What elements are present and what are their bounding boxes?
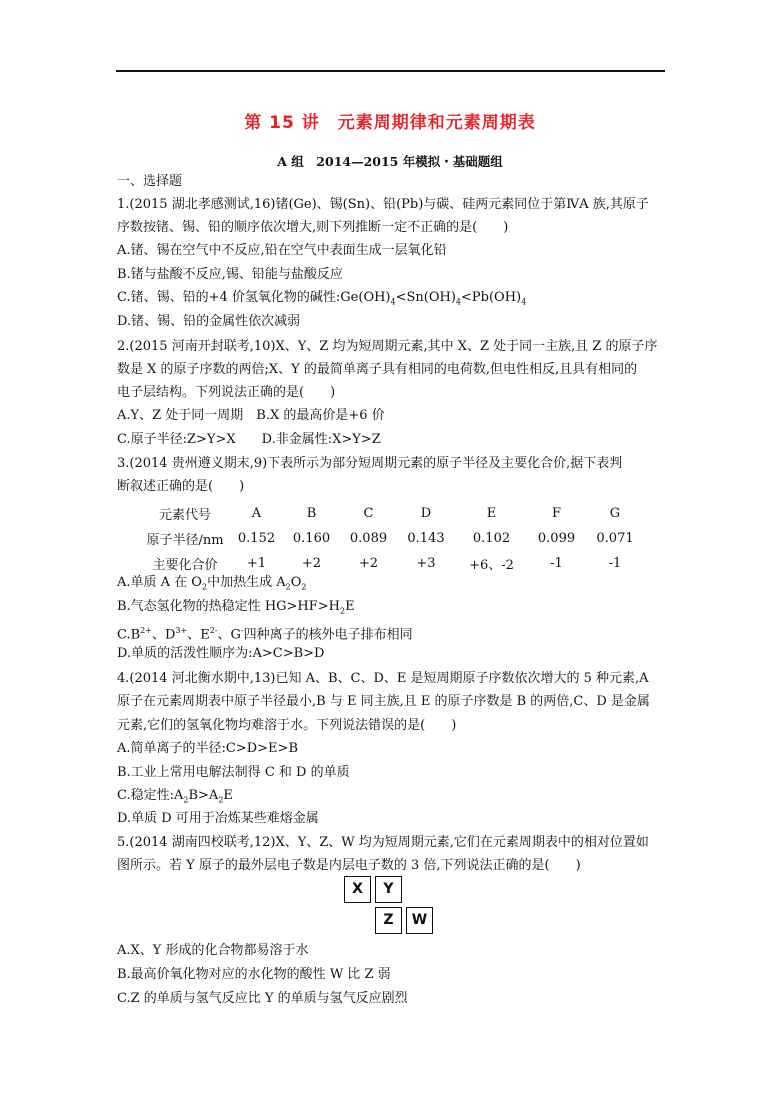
table-cell: +1 [246, 556, 267, 571]
table-cell: 元素代号 [158, 508, 211, 523]
q2-stem-line1: 2.(2015 河南开封联考,10)X、Y、Z 均为短周期元素,其中 X、Z 处于同一主族,且 Z 的原子序 [117, 339, 658, 354]
element-data-table [140, 501, 645, 576]
q4-option-a: A.简单离子的半径:C>D>E>B [117, 741, 298, 756]
q2-stem-line3: 电子层结构。下列说法正确的是( ) [117, 385, 336, 400]
table-cell: +3 [416, 556, 436, 571]
table-row [140, 526, 645, 551]
q2-options-cd: C.原子半径:Z>Y>X D.非金属性:X>Y>Z [117, 432, 381, 447]
q4-option-c: C.稳定性$:A_2B>A_2E$ [117, 788, 233, 805]
table-cell: 0.071 [596, 531, 634, 546]
table-cell: E [486, 506, 497, 521]
grid-cell-z: Z [375, 907, 402, 934]
q3-option-b: B.气态氢化物的热稳定性 $HG>HF>H_2E$ [117, 599, 355, 616]
table-cell: 0.160 [292, 531, 331, 546]
q4-stem-line2: 原子在元素周期表中原子半径最小,B 与 E 同主族,且 E 的原子序数是 B 的两倍,C、D 是金属 [117, 694, 650, 709]
q3-option-c: $C.B^{2+}$、$D^{3+}$、$E^{2-}$、G-四种离子的核外电子排布相同 [117, 626, 413, 643]
table-cell: -1 [550, 556, 563, 571]
table-cell: C [363, 506, 374, 521]
q5-option-b: B.最高价氧化物对应的水化物的酸性 W 比 Z 弱 [117, 967, 391, 982]
table-cell: F [551, 506, 562, 521]
grid-cell-w: W [406, 907, 433, 934]
table-cell: 0.152 [237, 531, 276, 546]
grid-cell-x: X [344, 876, 371, 903]
table-row [140, 501, 645, 526]
table-cell: G [609, 506, 621, 521]
q5-option-a: A.X、Y 形成的化合物都易溶于水 [117, 943, 309, 958]
q1-option-c: C.锗、锡、铅的+4 价氢氧化物的碱性$:Ge(OH)_4<Sn(OH)_4<Pb(OH)_4$ [117, 290, 527, 307]
q1-option-a: A.锗、锡在空气中不反应,铅在空气中表面生成一层氧化铅 [117, 243, 447, 258]
table-cell: +2 [301, 556, 322, 571]
table-cell: -1 [608, 556, 622, 571]
q3-stem-line1: 3.(2014 贵州遵义期末,9)下表所示为部分短周期元素的原子半径及主要化合价,据下表判 [117, 456, 623, 471]
table-cell: 0.102 [472, 531, 511, 546]
table-cell: 原子半径/nm [146, 533, 224, 548]
q1-stem-line2: 序数按锗、锡、铅的顺序依次增大,则下列推断一定不正确的是( ) [117, 220, 509, 235]
q3-option-d: D.单质的活泼性顺序为:A>C>B>D [117, 646, 325, 661]
q3-option-a: A.单质 A 在 $O_2$中加热生成 $A_2O_2$ [117, 575, 307, 592]
q4-option-d: D.单质 D 可用于冶炼某些难熔金属 [117, 811, 319, 826]
q1-option-b: B.锗与盐酸不反应,锡、铅能与盐酸反应 [117, 267, 343, 282]
q4-option-b: B.工业上常用电解法制得 C 和 D 的单质 [117, 765, 350, 780]
q4-stem-line3: 元素,它们的氢氧化物均难溶于水。下列说法错误的是( ) [117, 718, 457, 733]
table-cell: +2 [358, 556, 379, 571]
table-cell: +6、-2 [469, 558, 514, 573]
q1-stem-line1: 1.(2015 湖北孝感测试,16)锗(Ge)、锡(Sn)、铅(Pb)与碳、硅两元素同位于第ⅣA 族,其原子 [117, 197, 649, 212]
q4-stem-line1: 4.(2014 河北衡水期中,13)已知 A、B、C、D、E 是短周期原子序数依次增大的 5 种元素,A [117, 671, 649, 686]
table-cell: 0.143 [407, 531, 445, 546]
q2-stem-line2: 数是 X 的原子序数的两倍;X、Y 的最简单离子具有相同的电荷数,但电性相反,且具有相同的 [117, 362, 638, 377]
q5-option-c: C.Z 的单质与氢气反应比 Y 的单质与氢气反应剧烈 [117, 991, 408, 1006]
q5-stem-line1: 5.(2014 湖南四校联考,12)X、Y、Z、W 均为短周期元素,它们在元素周期表中的相对位置如 [117, 835, 649, 850]
section-heading: 一、选择题 [117, 174, 183, 189]
grid-cell-y: Y [375, 876, 402, 903]
table-cell: A [251, 506, 262, 521]
q2-options-ab: A.Y、Z 处于同一周期 B.X 的最高价是+6 价 [117, 408, 385, 423]
page-title: 第 15 讲 元素周期律和元素周期表 [244, 113, 536, 133]
header-rule [116, 70, 665, 72]
table-cell: D [420, 506, 432, 521]
table-cell: 0.099 [537, 531, 576, 546]
table-row [140, 551, 645, 576]
q3-stem-line2: 断叙述正确的是( ) [117, 479, 245, 494]
table-cell: B [306, 506, 317, 521]
table-cell: 主要化合价 [152, 558, 218, 573]
q5-stem-line2: 图所示。若 Y 原子的最外层电子数是内层电子数的 3 倍,下列说法正确的是( ) [117, 858, 581, 873]
table-cell: 0.089 [349, 531, 388, 546]
group-heading: A 组 2014—2015 年模拟・基础题组 [277, 154, 503, 169]
q1-option-d: D.锗、锡、铅的金属性依次减弱 [117, 314, 301, 329]
